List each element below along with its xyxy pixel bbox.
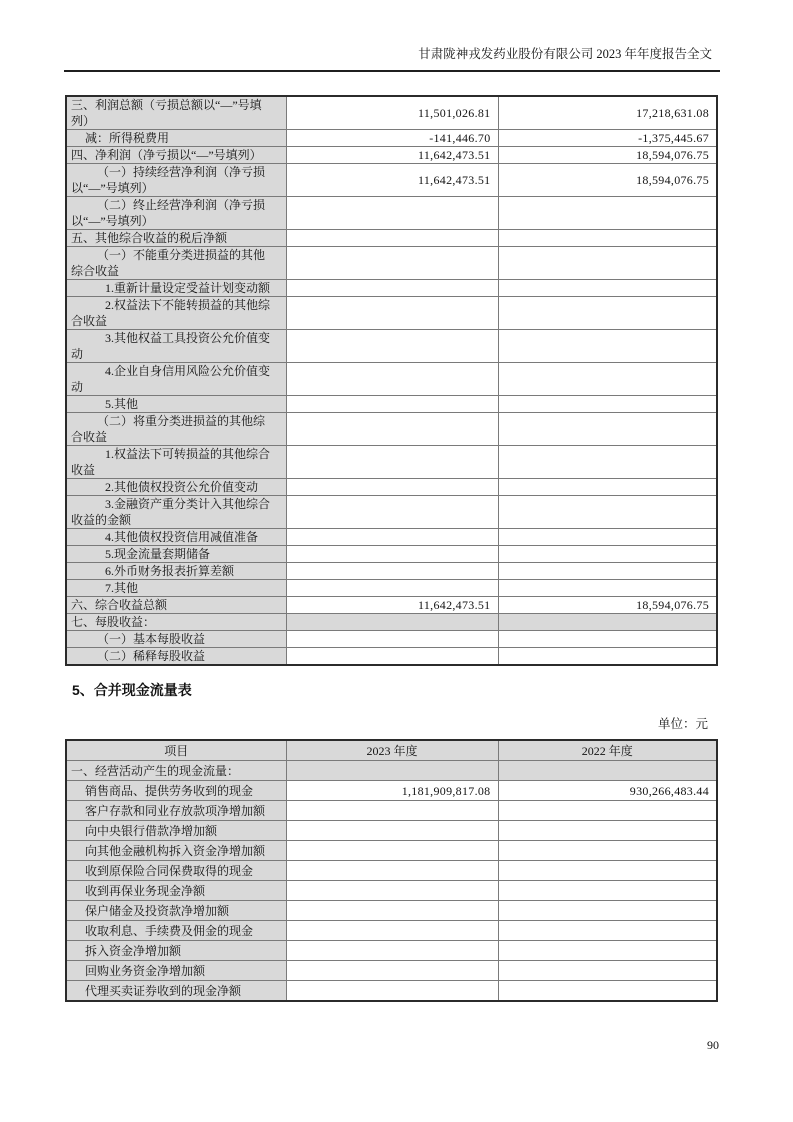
value-2023: 11,642,473.51 [286, 597, 498, 614]
value-2023 [286, 614, 498, 631]
value-2023 [286, 921, 498, 941]
row-label: 回购业务资金净增加额 [66, 961, 286, 981]
value-2022 [498, 801, 717, 821]
value-2022 [498, 230, 717, 247]
value-2023 [286, 396, 498, 413]
value-2023 [286, 529, 498, 546]
value-2023 [286, 280, 498, 297]
row-label: 3.金融资产重分类计入其他综合收益的金额 [66, 496, 286, 529]
value-2023 [286, 446, 498, 479]
value-2023 [286, 648, 498, 666]
value-2023 [286, 941, 498, 961]
section-heading-cashflow: 5、合并现金流量表 [72, 682, 192, 698]
table-row [66, 881, 717, 901]
value-2022 [498, 648, 717, 666]
value-2023 [286, 881, 498, 901]
table-row [66, 330, 717, 363]
income-statement-table [65, 95, 718, 666]
page-number: 90 [707, 1038, 719, 1052]
value-2022 [498, 396, 717, 413]
value-2022 [498, 841, 717, 861]
value-2022 [498, 479, 717, 496]
value-2022 [498, 761, 717, 781]
table-row [66, 801, 717, 821]
row-label: （一）不能重分类进损益的其他综合收益 [66, 247, 286, 280]
value-2022 [498, 861, 717, 881]
table-row [66, 546, 717, 563]
value-2023 [286, 197, 498, 230]
value-2022 [498, 280, 717, 297]
table-row [66, 631, 717, 648]
value-2022 [498, 563, 717, 580]
value-2022 [498, 961, 717, 981]
value-2023 [286, 761, 498, 781]
table-row [66, 496, 717, 529]
row-label: 三、利润总额（亏损总额以“—”号填列） [66, 96, 286, 130]
cashflow-statement-body [66, 761, 717, 1002]
table-row [66, 413, 717, 446]
row-label: 五、其他综合收益的税后净额 [66, 230, 286, 247]
doc-header [64, 0, 720, 72]
value-2022 [498, 413, 717, 446]
value-2022: 17,218,631.08 [498, 96, 717, 130]
table-row [66, 479, 717, 496]
table-row [66, 446, 717, 479]
value-2023 [286, 496, 498, 529]
row-label: 7.其他 [66, 580, 286, 597]
table-row [66, 247, 717, 280]
row-label: 拆入资金净增加额 [66, 941, 286, 961]
value-2022 [498, 297, 717, 330]
row-label: 4.其他债权投资信用减值准备 [66, 529, 286, 546]
value-2022 [498, 941, 717, 961]
value-2022: 18,594,076.75 [498, 147, 717, 164]
table-row [66, 164, 717, 197]
row-label: （二）稀释每股收益 [66, 648, 286, 666]
value-2022 [498, 197, 717, 230]
col-header-2023: 2023 年度 [286, 740, 498, 761]
value-2023 [286, 841, 498, 861]
row-label: 客户存款和同业存放款项净增加额 [66, 801, 286, 821]
table-row [66, 981, 717, 1002]
value-2022: -1,375,445.67 [498, 130, 717, 147]
value-2022: 18,594,076.75 [498, 164, 717, 197]
col-header-item: 项目 [66, 740, 286, 761]
row-label: 5.其他 [66, 396, 286, 413]
row-label: 5.现金流量套期储备 [66, 546, 286, 563]
value-2023 [286, 801, 498, 821]
value-2022 [498, 821, 717, 841]
value-2023 [286, 961, 498, 981]
table-row [66, 197, 717, 230]
row-label: （二）终止经营净利润（净亏损以“—”号填列） [66, 197, 286, 230]
income-statement-body [66, 96, 717, 665]
row-label: （一）基本每股收益 [66, 631, 286, 648]
value-2022 [498, 330, 717, 363]
value-2022 [498, 446, 717, 479]
value-2023 [286, 230, 498, 247]
value-2023 [286, 631, 498, 648]
table-row [66, 130, 717, 147]
table-row [66, 147, 717, 164]
table-row [66, 841, 717, 861]
row-label: 四、净利润（净亏损以“—”号填列） [66, 147, 286, 164]
value-2023 [286, 479, 498, 496]
row-label: 减：所得税费用 [66, 130, 286, 147]
row-label: 七、每股收益： [66, 614, 286, 631]
table-row [66, 941, 717, 961]
value-2023: 11,642,473.51 [286, 147, 498, 164]
value-2023 [286, 297, 498, 330]
row-label: 1.权益法下可转损益的其他综合收益 [66, 446, 286, 479]
value-2023 [286, 330, 498, 363]
value-2022: 18,594,076.75 [498, 597, 717, 614]
value-2022 [498, 546, 717, 563]
value-2022 [498, 921, 717, 941]
value-2022 [498, 247, 717, 280]
table-row [66, 529, 717, 546]
cashflow-header-row [66, 740, 717, 761]
row-label: （一）持续经营净利润（净亏损以“—”号填列） [66, 164, 286, 197]
row-label: 4.企业自身信用风险公允价值变动 [66, 363, 286, 396]
table-row [66, 396, 717, 413]
value-2023 [286, 546, 498, 563]
value-2023: -141,446.70 [286, 130, 498, 147]
table-row [66, 597, 717, 614]
table-row [66, 580, 717, 597]
table-row [66, 648, 717, 666]
row-label: 六、综合收益总额 [66, 597, 286, 614]
value-2023 [286, 580, 498, 597]
row-label: 收取利息、手续费及佣金的现金 [66, 921, 286, 941]
value-2022 [498, 496, 717, 529]
value-2022 [498, 529, 717, 546]
row-label: 收到再保业务现金净额 [66, 881, 286, 901]
table-row [66, 297, 717, 330]
row-label: （二）将重分类进损益的其他综合收益 [66, 413, 286, 446]
value-2022 [498, 363, 717, 396]
table-row [66, 781, 717, 801]
table-row [66, 614, 717, 631]
table-row [66, 563, 717, 580]
value-2023 [286, 901, 498, 921]
cashflow-statement-table [65, 739, 718, 1002]
value-2023 [286, 563, 498, 580]
row-label: 向中央银行借款净增加额 [66, 821, 286, 841]
value-2022 [498, 580, 717, 597]
table-row [66, 921, 717, 941]
table-row [66, 761, 717, 781]
table-row [66, 861, 717, 881]
row-label: 销售商品、提供劳务收到的现金 [66, 781, 286, 801]
value-2022 [498, 631, 717, 648]
row-label: 2.权益法下不能转损益的其他综合收益 [66, 297, 286, 330]
value-2023: 11,501,026.81 [286, 96, 498, 130]
row-label: 收到原保险合同保费取得的现金 [66, 861, 286, 881]
value-2022 [498, 901, 717, 921]
row-label: 代理买卖证券收到的现金净额 [66, 981, 286, 1002]
value-2023 [286, 363, 498, 396]
table-row [66, 96, 717, 130]
table-row [66, 961, 717, 981]
value-2023 [286, 413, 498, 446]
value-2022 [498, 881, 717, 901]
table-row [66, 363, 717, 396]
doc-header-title: 甘肃陇神戎发药业股份有限公司 2023 年年度报告全文 [418, 47, 712, 61]
unit-label: 单位：元 [657, 717, 708, 731]
row-label: 2.其他债权投资公允价值变动 [66, 479, 286, 496]
row-label: 3.其他权益工具投资公允价值变动 [66, 330, 286, 363]
value-2022 [498, 614, 717, 631]
value-2023: 1,181,909,817.08 [286, 781, 498, 801]
value-2023: 11,642,473.51 [286, 164, 498, 197]
row-label: 1.重新计量设定受益计划变动额 [66, 280, 286, 297]
value-2023 [286, 861, 498, 881]
value-2022 [498, 981, 717, 1002]
row-label: 向其他金融机构拆入资金净增加额 [66, 841, 286, 861]
value-2023 [286, 821, 498, 841]
value-2023 [286, 981, 498, 1002]
table-row [66, 821, 717, 841]
page-content [64, 0, 720, 1002]
col-header-2022: 2022 年度 [498, 740, 717, 761]
value-2023 [286, 247, 498, 280]
table-row [66, 901, 717, 921]
table-row [66, 230, 717, 247]
row-label: 6.外币财务报表折算差额 [66, 563, 286, 580]
row-label: 一、经营活动产生的现金流量： [66, 761, 286, 781]
row-label: 保户储金及投资款净增加额 [66, 901, 286, 921]
table-row [66, 280, 717, 297]
value-2022: 930,266,483.44 [498, 781, 717, 801]
